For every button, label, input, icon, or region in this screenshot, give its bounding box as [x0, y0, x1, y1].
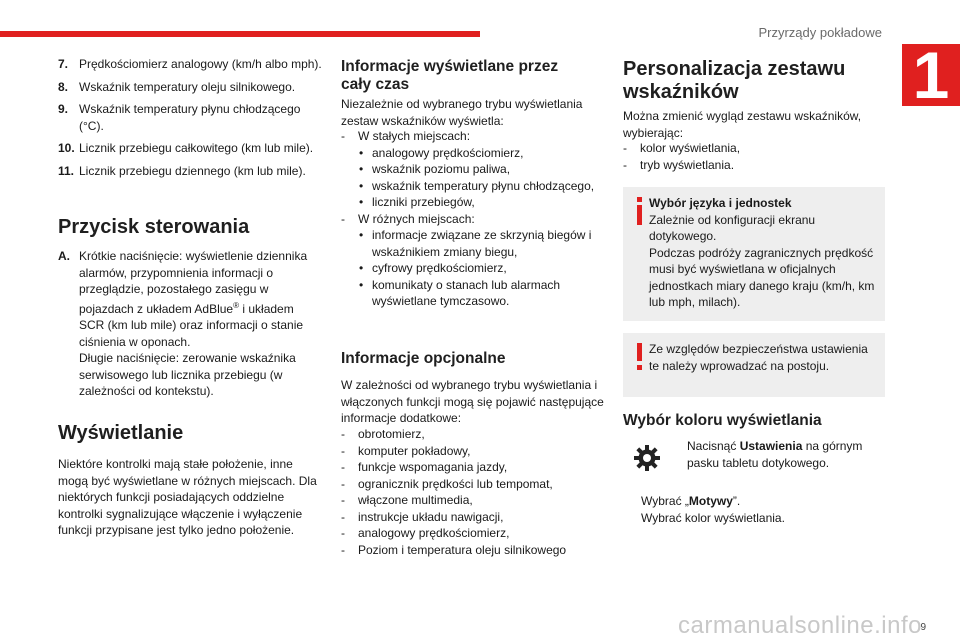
list-item: - kolor wyświetlania,: [623, 141, 741, 155]
page-number: 9: [920, 622, 926, 633]
list-item: 11. Licznik przebiegu dziennego (km lub mile).: [58, 163, 306, 178]
list-item: • analogowy prędkościomierz,: [359, 145, 524, 160]
numbered-list: [58, 56, 323, 179]
step-select-themes: Wybrać „Motywy”.: [641, 494, 741, 508]
list-item: • cyfrowy prędkościomierz,: [359, 261, 507, 275]
optional-info-list: [341, 426, 605, 558]
list-item: - włączone multimedia,: [341, 493, 473, 507]
personalization-heading: Personalizacja zestawu wskaźników: [623, 58, 846, 103]
step-select-color: Wybrać kolor wyświetlania.: [641, 511, 785, 525]
display-heading: Wyświetlanie: [58, 422, 184, 444]
info-note-text: Podczas podróży zagranicznych prędkość musi być wyświetlana w oficjalnych jednostkach miary danego kraju (km/h, km lub mph, milach).: [649, 245, 875, 309]
warning-note-text: Ze względów bezpieczeństwa ustawienia te należy wprowadzać na postoju.: [649, 342, 868, 373]
list-item: • liczniki przebiegów,: [359, 195, 475, 209]
list-item: 7. Prędkościomierz analogowy (km/h albo mph).: [58, 57, 322, 71]
list-item: • wskaźnik temperatury płynu chłodzącego,: [359, 178, 595, 193]
optional-info-heading: Informacje opcjonalne: [341, 350, 506, 367]
list-item: - komputer pokładowy,: [341, 443, 471, 458]
control-button-description: A. Krótkie naciśnięcie: wyświetlenie dziennika alarmów, przypomnienia informacji o przeglądzie, pozostałego zasięgu w pojazdach z układem AdBlue® i układem SCR (km lub mile) oraz informacji o stanie ciśnienia w oponach. Długie naciśnięcie: zerowanie wskaźnika serwisowego lub licznika przebiegu (w zależności od kontekstu).: [58, 249, 308, 398]
gear-icon: [633, 444, 661, 472]
list-item: - W różnych miejscach:: [341, 211, 475, 226]
info-note-title: Wybór języka i jednostek: [649, 196, 792, 210]
watermark: carmanualsonline.info: [678, 612, 922, 639]
always-info-list: [341, 128, 605, 310]
list-item: • informacje związane ze skrzynią biegów i wskaźnikiem zmiany biegu,: [359, 228, 592, 259]
list-item: - tryb wyświetlania.: [623, 157, 735, 172]
personalization-list: [623, 140, 885, 173]
list-item: - ogranicznik prędkości lub tempomat,: [341, 476, 553, 491]
list-item: - Poziom i temperatura oleju silnikowego: [341, 542, 567, 557]
list-item: 10. Licznik przebiegu całkowitego (km lub mile).: [58, 141, 314, 155]
display-color-heading: Wybór koloru wyświetlania: [623, 412, 822, 429]
always-info-intro: Niezależnie od wybranego trybu wyświetlania zestaw wskaźników wyświetla:: [341, 97, 583, 128]
always-info-heading: Informacje wyświetlane przez cały czas: [341, 58, 559, 93]
header-accent-bar: [0, 31, 480, 37]
personalization-intro: Można zmienić wygląd zestawu wskaźników, wybierając:: [623, 109, 862, 140]
step-open-settings: Nacisnąć Ustawienia na górnym pasku tabletu dotykowego.: [687, 439, 863, 470]
control-button-heading: Przycisk sterowania: [58, 216, 250, 238]
chapter-number-tab: 1: [902, 44, 960, 106]
list-item: - W stałych miejscach:: [341, 129, 471, 143]
warning-icon: [633, 343, 647, 379]
list-item: - funkcje wspomagania jazdy,: [341, 460, 508, 474]
list-item: 9. Wskaźnik temperatury płynu chłodzącego (°C).: [58, 102, 301, 133]
optional-info-intro: W zależności od wybranego trybu wyświetlania i włączonych funkcji mogą się pojawić następujące informacje dodatkowe:: [341, 378, 604, 425]
info-icon: [633, 197, 647, 233]
info-note-box: [623, 187, 885, 321]
section-title: Przyrządy pokładowe: [758, 25, 882, 40]
list-item: • komunikaty o stanach lub alarmach wyświetlane tymczasowo.: [359, 277, 561, 308]
list-item: - obrotomierz,: [341, 427, 425, 441]
list-item: 8. Wskaźnik temperatury oleju silnikowego.: [58, 79, 296, 94]
info-note-text: Zależnie od konfiguracji ekranu dotykowego.: [649, 212, 816, 243]
list-item: - analogowy prędkościomierz,: [341, 526, 510, 540]
display-paragraph: Niektóre kontrolki mają stałe położenie, inne mogą być wyświetlane w różnych miejscach. Dla niektórych funkcji posiadających oddzielne kontrolki sygnalizujące włączenie i wyłączenie funkcji przypisane jest tylko jedno położenie.: [58, 457, 317, 537]
list-item: - instrukcje układu nawigacji,: [341, 509, 504, 524]
warning-note-box: [623, 333, 885, 397]
list-item: • wskaźnik poziomu paliwa,: [359, 162, 511, 176]
